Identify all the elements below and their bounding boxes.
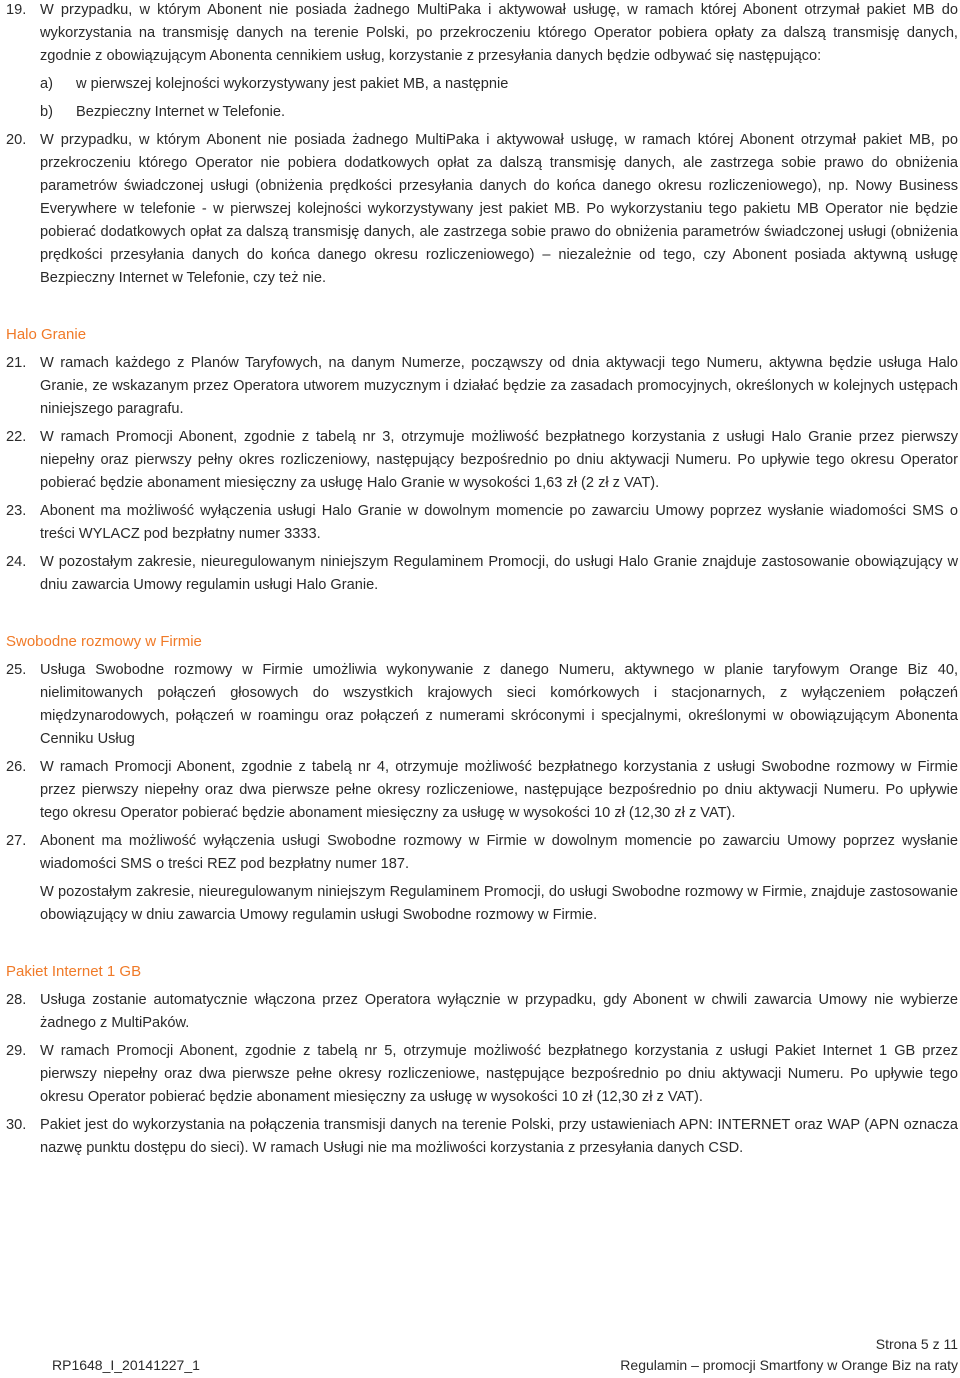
paragraph-text: W pozostałym zakresie, nieuregulowanym niniejszym Regulaminem Promocji, do usługi Halo Granie znajduje zastosowanie obowiązujący w dniu zawarcia Umowy regulamin usługi Halo Granie. — [40, 554, 958, 593]
paragraph-number: 29. — [6, 1043, 27, 1059]
list-text: Bezpieczny Internet w Telefonie. — [76, 104, 286, 120]
paragraph-27 — [6, 830, 958, 876]
paragraph-27-continuation: W pozostałym zakresie, nieuregulowanym niniejszym Regulaminem Promocji, do usługi Swobodne rozmowy w Firmie, znajduje zastosowanie obowiązujący w dniu zawarcia Umowy regulamin usługi Swobodne rozmowy w Firmie. — [40, 884, 958, 923]
paragraph-text: Usługa Swobodne rozmowy w Firmie umożliwia wykonywanie z danego Numeru, aktywnego w planie taryfowym Orange Biz 40, nielimitowanych połączeń głosowych do wszystkich krajowych sieci komórkowych i stacjonarnych, z wyłączeniem połączeń międzynarodowych, połączeń w roamingu oraz połączeń z numerami skróconymi i specjalnymi, określonymi w obowiązującym Abonenta Cenniku Usług — [40, 662, 958, 747]
paragraph-number: 28. — [6, 992, 27, 1008]
paragraph-23 — [6, 500, 958, 546]
paragraph-text: W ramach każdego z Planów Taryfowych, na danym Numerze, począwszy od dnia aktywacji tego Numeru, aktywna będzie usługa Halo Granie, ze wskazanym przez Operatora utworem muzycznym i działać będzie za zasadach promocyjnych, określonych w kolejnych ustępach niniejszego paragrafu. — [40, 355, 958, 417]
document-body — [6, 0, 958, 1165]
paragraph-text: Abonent ma możliwość wyłączenia usługi Swobodne rozmowy w Firmie w dowolnym momencie po zawarciu Umowy poprzez wysłanie wiadomości SMS o treści REZ pod bezpłatny numer 187. — [40, 833, 958, 872]
paragraph-24 — [6, 551, 958, 597]
paragraph-number: 24. — [6, 554, 27, 570]
list-item-b — [40, 101, 958, 124]
paragraph-number: 20. — [6, 132, 27, 148]
paragraph-text: Pakiet jest do wykorzystania na połączenia transmisji danych na terenie Polski, przy ustawieniach APN: INTERNET oraz WAP (APN oznacza nazwę punktu dostępu do sieci). W ramach Usługi nie ma możliwości korzystania z przesyłania danych CSD. — [40, 1117, 958, 1156]
paragraph-text: Usługa zostanie automatycznie włączona przez Operatora wyłącznie w przypadku, gdy Abonent w chwili zawarcia Umowy nie wybierze żadnego z MultiPaków. — [40, 992, 958, 1031]
paragraph-text: W ramach Promocji Abonent, zgodnie z tabelą nr 5, otrzymuje możliwość bezpłatnego korzystania z usługi Pakiet Internet 1 GB przez pierwszy niepełny oraz dwa pierwsze pełne okresy rozliczeniowe, następujące bezpośrednio po dniu aktywacji Numeru. Po upływie tego okresu Operator pobierać będzie abonament miesięczny za usługę w wysokości 10 zł (12,30 zł z VAT). — [40, 1043, 958, 1105]
document-title: Regulamin – promocji Smartfony w Orange Biz na raty — [620, 1357, 958, 1373]
paragraph-text: W ramach Promocji Abonent, zgodnie z tabelą nr 3, otrzymuje możliwość bezpłatnego korzystania z usługi Halo Granie przez pierwszy niepełny oraz pierwszy pełny okres rozliczeniowy, następujący bezpośrednio po dniu aktywacji Numeru. Po upływie tego okresu Operator pobierać będzie abonament miesięczny za usługę Halo Granie w wysokości 1,63 zł (2 zł z VAT). — [40, 429, 958, 491]
paragraph-number: 22. — [6, 429, 27, 445]
paragraph-number: 26. — [6, 759, 27, 775]
paragraph-number: 21. — [6, 355, 27, 371]
paragraph-number: 25. — [6, 662, 27, 678]
document-id: RP1648_I_20141227_1 — [52, 1357, 200, 1373]
paragraph-text: W przypadku, w którym Abonent nie posiada żadnego MultiPaka i aktywował usługę, w ramach której Abonent otrzymał pakiet MB, po przekroczeniu którego Operator nie pobiera dodatkowych opłat za dalszą transmisję danych, ale zastrzega sobie prawo do obniżenia parametrów świadczonej usługi (obniżenia prędkości przesyłania danych do końca danego okresu rozliczeniowego), np. Nowy Business Everywhere w telefonie - w pierwszej kolejności wykorzystywany jest pakiet MB. Po wykorzystaniu tego pakietu MB Operator nie będzie pobierać dodatkowych opłat za dalszą transmisję danych, ale zastrzega sobie prawo do obniżenia parametrów świadczonej usługi (obniżenia prędkości przesyłania danych do końca danego okresu rozliczeniowego) – niezależnie od tego, czy Abonent posiada aktywną usługę Bezpieczny Internet w Telefonie, czy też nie. — [40, 132, 958, 286]
paragraph-22 — [6, 426, 958, 495]
paragraph-text: W ramach Promocji Abonent, zgodnie z tabelą nr 4, otrzymuje możliwość bezpłatnego korzystania z usługi Swobodne rozmowy w Firmie przez pierwszy niepełny oraz dwa pierwsze pełne okresy rozliczeniowe, następujące bezpośrednio po dniu aktywacji Numeru. Po upływie tego okresu Operator pobierać będzie abonament miesięczny za usługę w wysokości 10 zł (12,30 zł z VAT). — [40, 759, 958, 821]
paragraph-30 — [6, 1114, 958, 1160]
paragraph-number: 23. — [6, 503, 27, 519]
paragraph-29 — [6, 1040, 958, 1109]
list-label: a) — [40, 76, 53, 92]
paragraph-19 — [6, 0, 958, 68]
paragraph-number: 30. — [6, 1117, 27, 1133]
paragraph-number: 27. — [6, 833, 27, 849]
paragraph-28 — [6, 989, 958, 1035]
paragraph-20 — [6, 129, 958, 290]
paragraph-26 — [6, 756, 958, 825]
list-item-a — [40, 73, 958, 96]
paragraph-text: Abonent ma możliwość wyłączenia usługi Halo Granie w dowolnym momencie po zawarciu Umowy poprzez wysłanie wiadomości SMS o treści WYLACZ pod bezpłatny numer 3333. — [40, 503, 958, 542]
paragraph-number: 19. — [6, 2, 27, 18]
list-text: w pierwszej kolejności wykorzystywany jest pakiet MB, a następnie — [76, 76, 509, 92]
section-heading-swobodne-rozmowy: Swobodne rozmowy w Firmie — [6, 633, 202, 650]
section-heading-halo-granie: Halo Granie — [6, 326, 87, 343]
paragraph-25 — [6, 659, 958, 751]
paragraph-21 — [6, 352, 958, 421]
paragraph-text: W przypadku, w którym Abonent nie posiada żadnego MultiPaka i aktywował usługę, w ramach której Abonent otrzymał pakiet MB do wykorzystania na transmisję danych na terenie Polski, po przekroczeniu którego Operator pobiera opłaty za dalszą transmisję danych, zgodnie z obowiązującym Abonenta cennikiem usług, korzystanie z przesyłania danych będzie odbywać się następująco: — [40, 2, 958, 64]
list-label: b) — [40, 104, 53, 120]
section-heading-pakiet-internet: Pakiet Internet 1 GB — [6, 963, 142, 980]
page-number: Strona 5 z 11 — [875, 1336, 958, 1352]
